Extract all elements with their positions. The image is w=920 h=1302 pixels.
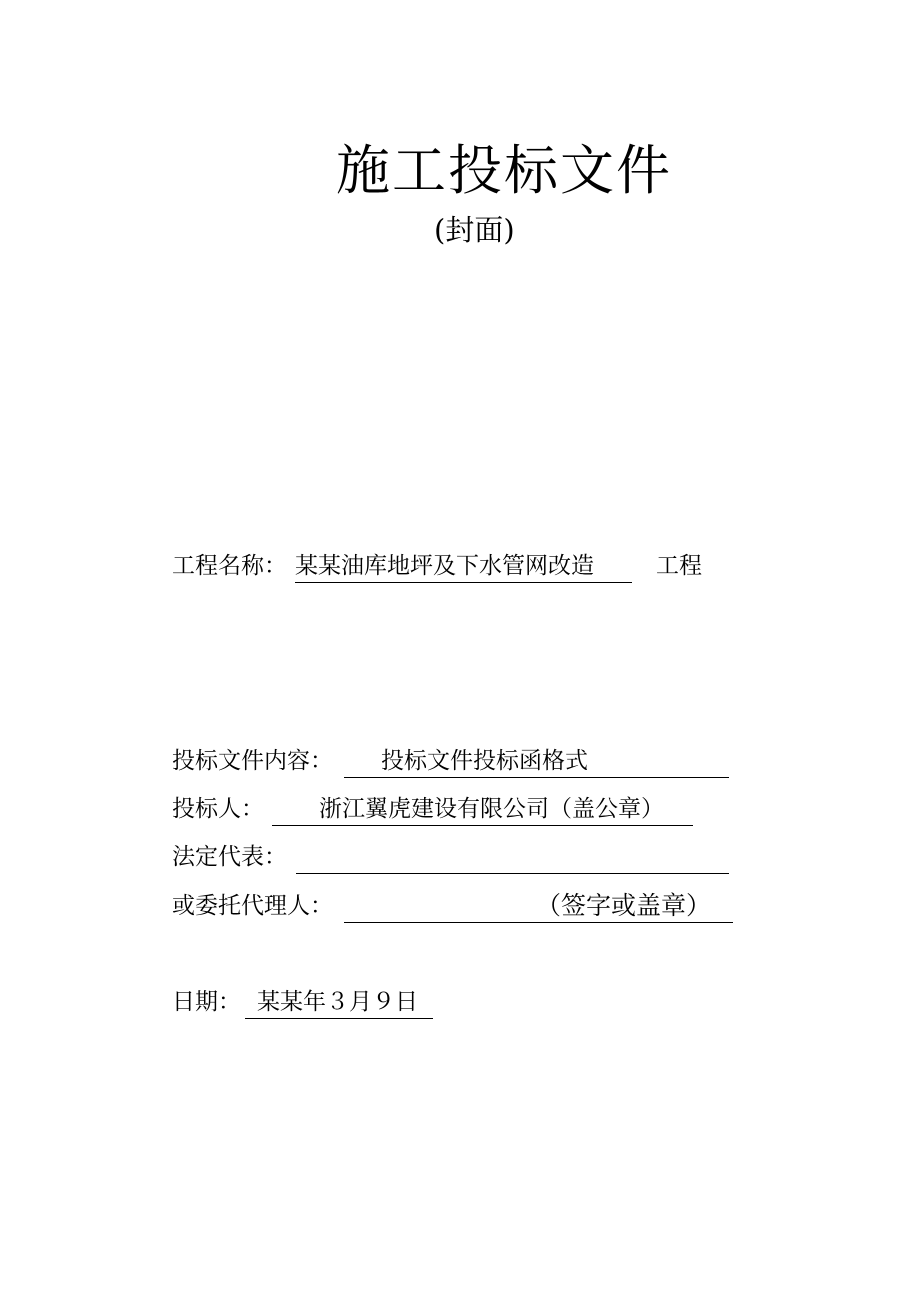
- date-value: 某某年３月９日: [257, 989, 418, 1015]
- agent-field: [344, 889, 733, 923]
- agent-label: 或委托代理人：: [172, 893, 333, 919]
- legal-rep-field: [296, 840, 729, 874]
- bid-content-row: [172, 744, 732, 778]
- project-name-suffix: 工程: [656, 553, 702, 579]
- date-field: [245, 985, 433, 1019]
- project-name-row: [172, 549, 732, 583]
- bidder-field: [272, 792, 693, 826]
- agent-row: [172, 889, 737, 923]
- project-name-label: 工程名称：: [172, 553, 287, 579]
- date-label: 日期：: [172, 989, 241, 1015]
- document-title: [0, 136, 920, 206]
- bid-content-label: 投标文件内容：: [172, 748, 333, 774]
- project-name-value: 某某油库地坪及下水管网改造: [295, 553, 594, 579]
- title-text: 施工投标文件: [336, 139, 672, 202]
- document-subtitle: (封面): [434, 213, 515, 247]
- bidder-label: 投标人：: [172, 796, 264, 822]
- date-row: [172, 985, 472, 1019]
- bidder-row: [172, 792, 732, 826]
- legal-rep-label: 法定代表：: [172, 844, 287, 870]
- bid-content-value: 投标文件投标函格式: [381, 748, 588, 774]
- bidder-value: 浙江翼虎建设有限公司（盖公章）: [319, 796, 664, 822]
- project-name-field: [295, 549, 632, 583]
- agent-value: （签字或盖章）: [536, 891, 712, 920]
- legal-rep-row: [172, 840, 732, 874]
- bid-content-field: [344, 744, 729, 778]
